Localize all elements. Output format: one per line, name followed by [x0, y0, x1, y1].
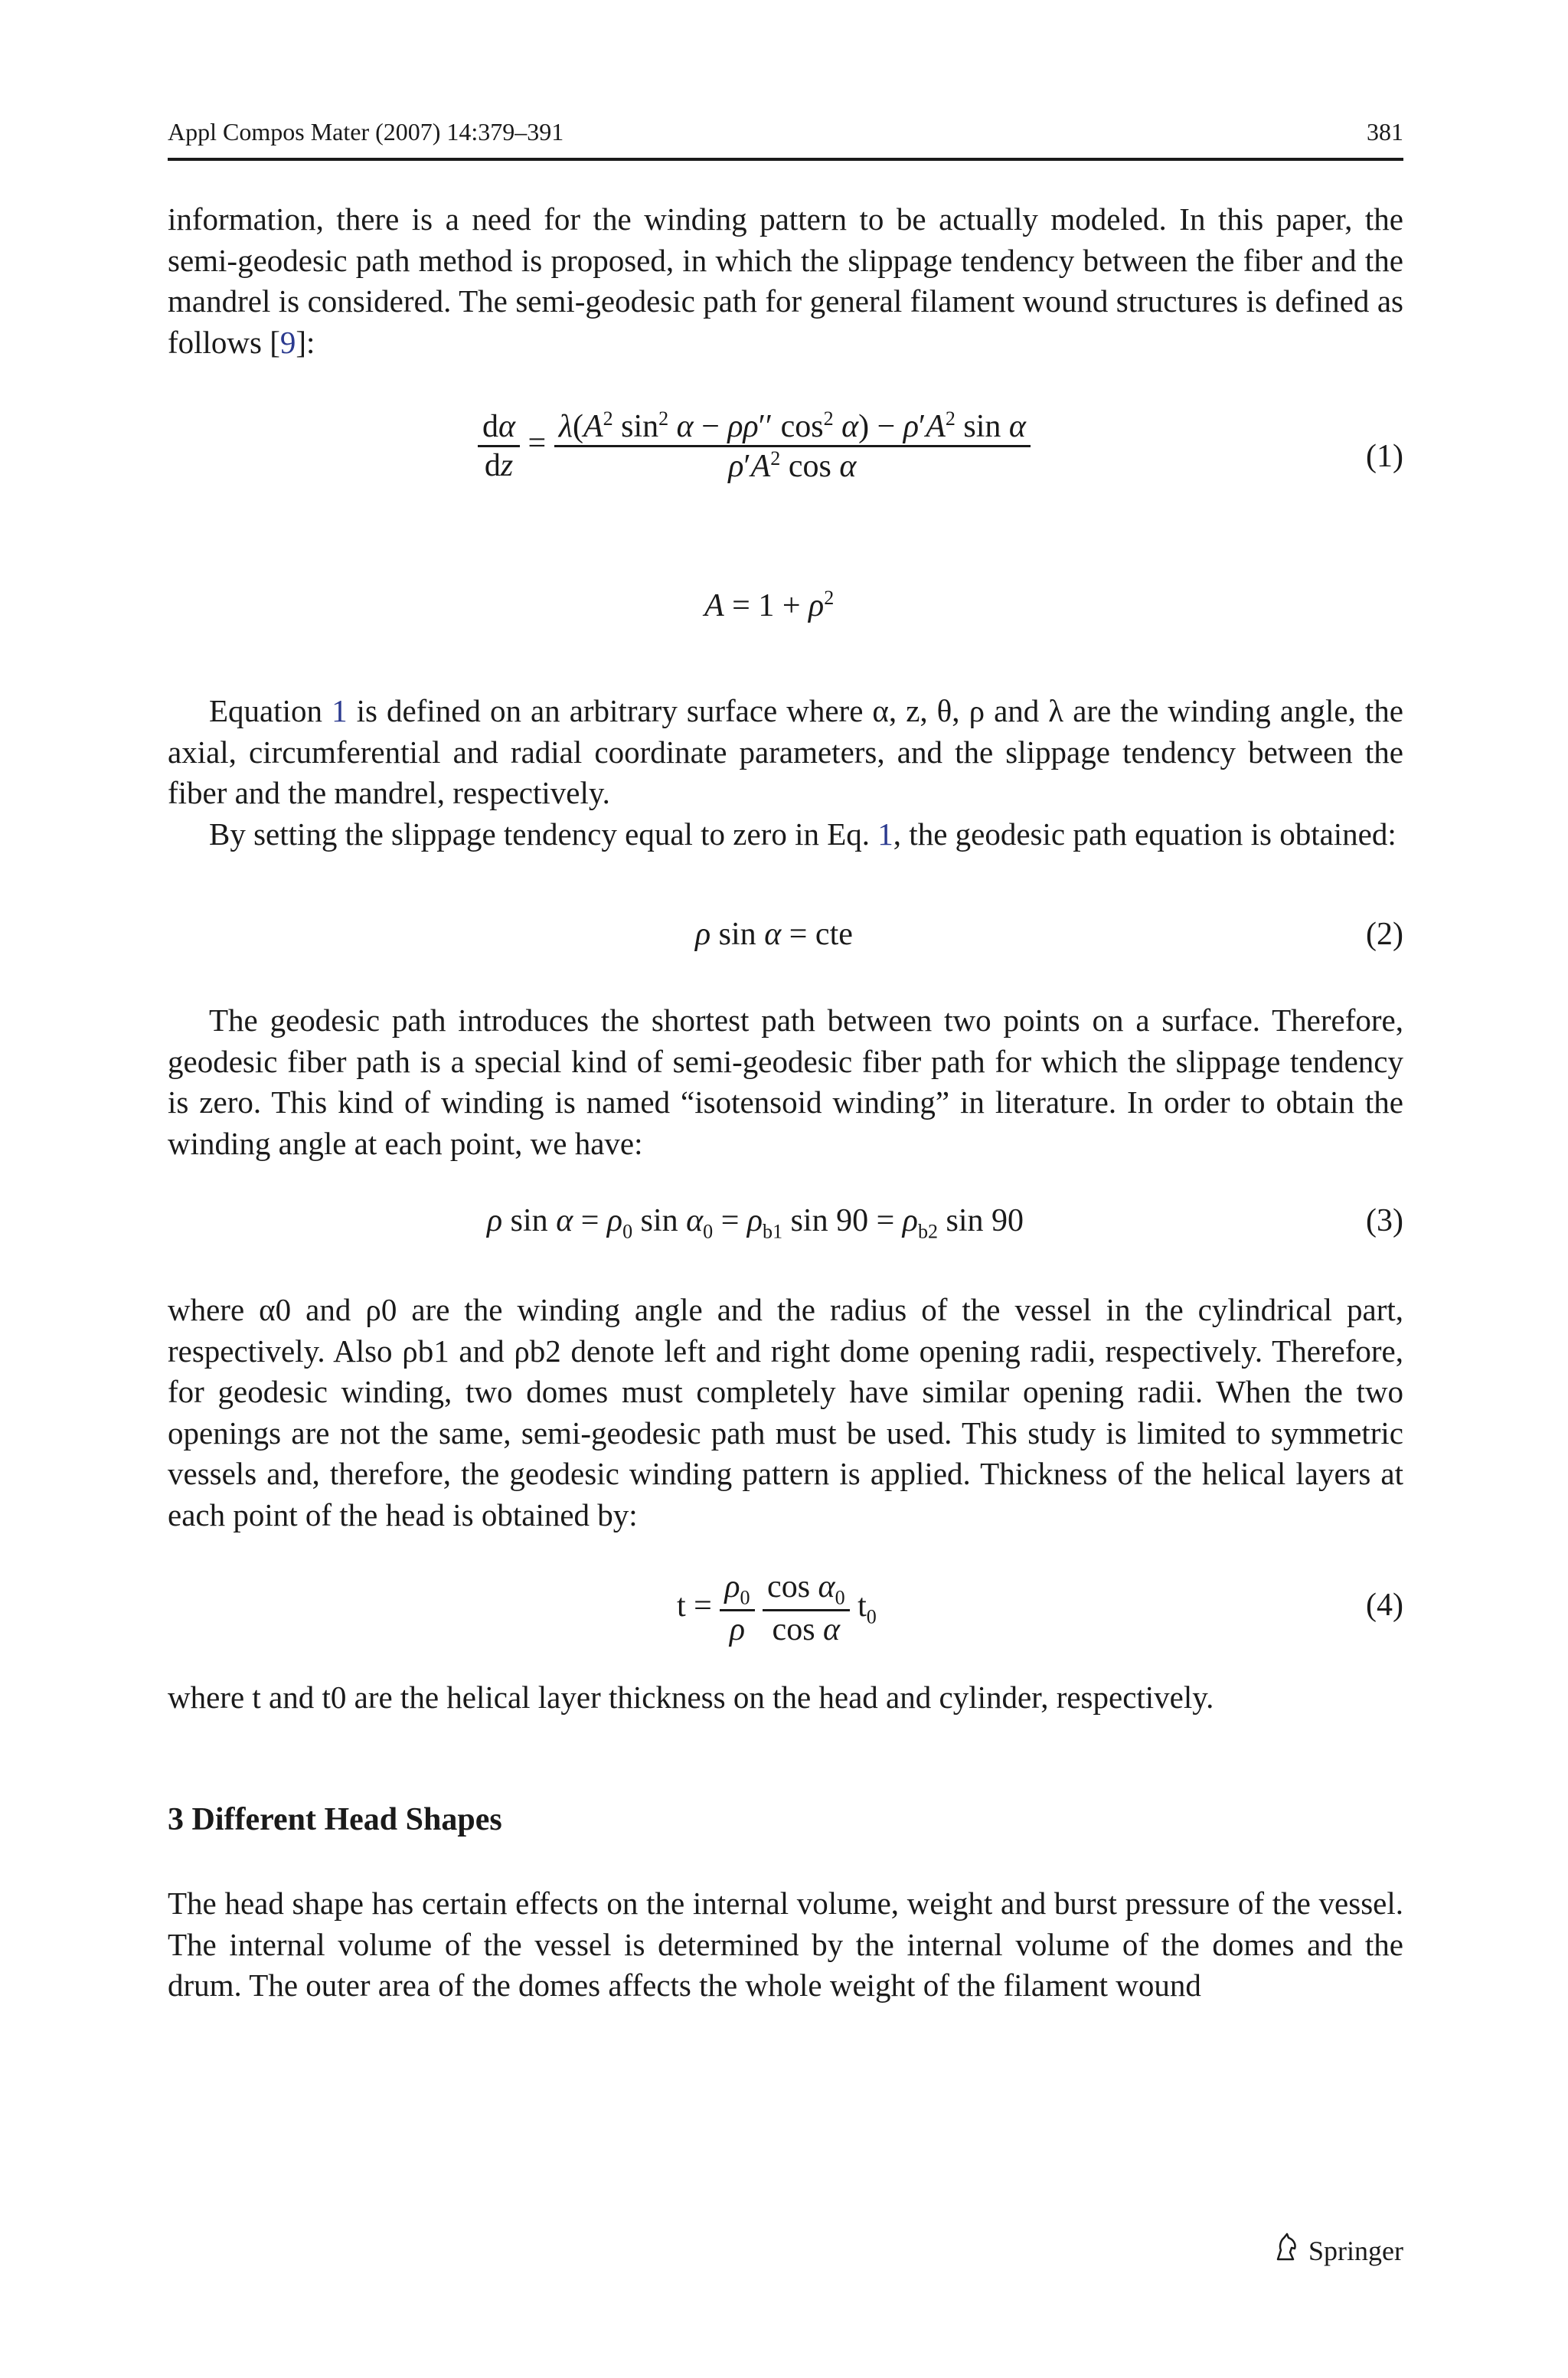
equation-link-1[interactable]: 1: [332, 693, 348, 728]
equation-4-label: (4): [1366, 1588, 1403, 1623]
equation-3-label: (3): [1366, 1203, 1403, 1238]
equation-1: $\frac{d\alpha}{dz}$ = $\frac{\lambda(A^2 \sin^2 \alpha - \rho\rho'' \cos^2 \alpha) - \rho'A^2 \sin \alpha}{\rho'A^2 \cos \alpha}$: [478, 407, 1031, 485]
para3-text-b: , the geodesic path equation is obtained:: [893, 816, 1396, 852]
paragraph-geodesic-path: The geodesic path introduces the shortest path between two points on a surface. Therefore, geodesic fiber path is a special kind of semi-geodesic fiber path for which the slippage tendency is zero. This kind of winding is named “isotensoid winding” in literature. In order to obtain the winding angle at each point, we have:: [168, 1003, 1403, 1161]
page-number: 381: [1367, 118, 1403, 146]
paragraph-head-shape: The head shape has certain effects on the internal volume, weight and burst pressure of the vessel. The internal volume of the vessel is determined by the internal volume of the domes and the drum. The outer area of the domes affects the whole weight of the filament wound: [168, 1886, 1403, 2003]
para2-text-b: is defined on an arbitrary surface where α, z, θ, ρ and λ are the winding angle, the axial, circumferential and radial coordinate parameters, and the slippage tendency between the fiber and the mandrel, respectively.: [168, 693, 1403, 810]
paragraph-equation-description: [168, 691, 1403, 814]
equation-A-definition: $A = 1 + \rho^2$: [704, 587, 835, 623]
equation-2: ρ sin α = cte: [695, 917, 853, 952]
paragraph-winding-description: where α0 and ρ0 are the winding angle and the radius of the vessel in the cylindrical part, respectively. Also ρb1 and ρb2 denote left and right dome opening radii, respectively. Therefore, for geodesic winding, two domes must completely have similar opening radii. When the two openings are not the same, semi-geodesic path must be used. This study is limited to symmetric vessels and, therefore, the geodesic winding pattern is applied. Thickness of the helical layers at each point of the head is obtained by:: [168, 1292, 1403, 1532]
section-heading: 3 Different Head Shapes: [168, 1802, 502, 1837]
paragraph-thickness: where t and t0 are the helical layer thickness on the head and cylinder, respectively.: [168, 1680, 1214, 1715]
publisher-footer: [1273, 2232, 1403, 2269]
equation-4: t = $\frac{\rho_0}{\rho}$ $\frac{\cos \alpha_0}{\text{cos α}}$ $t_0$: [677, 1569, 877, 1648]
citation-link-9[interactable]: 9: [279, 324, 296, 360]
para3-text-a: By setting the slippage tendency equal to zero in Eq.: [209, 816, 878, 852]
running-header: [168, 115, 1403, 158]
paragraph-geodesic-setup: [168, 814, 1403, 855]
equation-3: ρ $\sin \alpha = \rho_0$ $\sin \alpha_0 = \rho_{b1}$ $\sin 90 = \rho_{b2}$ sin 90: [487, 1203, 1024, 1243]
equation-1-label: (1): [1366, 439, 1403, 474]
equation-2-label: (2): [1366, 917, 1403, 952]
springer-horse-icon: [1273, 2232, 1301, 2269]
header-rule: [168, 158, 1403, 161]
equation-link-1b[interactable]: 1: [877, 816, 893, 852]
para2-text-a: Equation: [209, 693, 332, 728]
journal-citation: Appl Compos Mater (2007) 14:379–391: [168, 118, 564, 146]
publisher-name: Springer: [1308, 2235, 1403, 2266]
paragraph-intro-text: information, there is a need for the winding pattern to be actually modeled. In this paper, the semi-geodesic path method is proposed, in which the slippage tendency between the fiber and the mandrel is considered. The semi-geodesic path for general filament wound structures is defined as follows [: [168, 201, 1403, 360]
paragraph-intro: [168, 199, 1403, 363]
paragraph-intro-end: ]:: [296, 324, 315, 360]
